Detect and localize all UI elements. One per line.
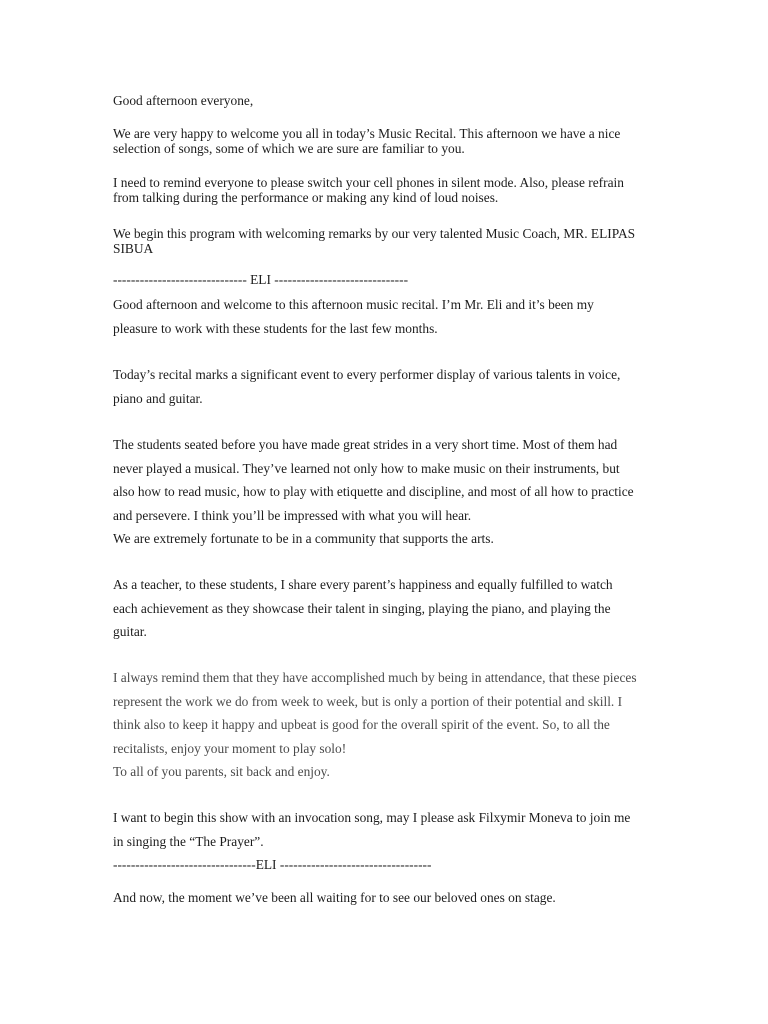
greeting-paragraph: Good afternoon everyone, (113, 93, 254, 108)
eli-divider-bottom: --------------------------------ELI ---------------------------------- (113, 857, 432, 872)
eli-teacher-paragraph: As a teacher, to these students, I share every parent’s happiness and equally fulfilled to watch each achievement as they showcase their talent in singing, playing the piano, and playing the guitar. (113, 577, 613, 639)
eli-intro-paragraph: Good afternoon and welcome to this afternoon music recital. I’m Mr. Eli and it’s been my pleasure to work with these students for the last few months. (113, 297, 594, 336)
welcome-paragraph: We are very happy to welcome you all in today’s Music Recital. This afternoon we have a nice selection of songs, some of which we are sure are familiar to you. (113, 126, 621, 156)
closing-paragraph: And now, the moment we’ve been all waiting for to see our beloved ones on stage. (113, 890, 556, 905)
eli-remind-paragraph: I always remind them that they have accomplished much by being in attendance, that these pieces represent the work we do from week to week, but is only a portion of their potential and skill. I think also to keep it happy and upbeat is good for the overall spirit of the event. So, to all the recitalists, enjoy your moment to play solo! To all of you parents, sit back and enjoy. (113, 670, 637, 779)
reminder-paragraph: I need to remind everyone to please switch your cell phones in silent mode. Also, please refrain from talking during the performance or making any kind of loud noises. (113, 175, 624, 205)
eli-significance-paragraph: Today’s recital marks a significant event to every performer display of various talents in voice, piano and guitar. (113, 367, 621, 406)
begin-program-paragraph: We begin this program with welcoming remarks by our very talented Music Coach, MR. ELIPAS SIBUA (113, 226, 636, 256)
eli-divider-top: ------------------------------ ELI ------------------------------ (113, 272, 409, 287)
eli-students-paragraph: The students seated before you have made great strides in a very short time. Most of them had never played a musical. They’ve learned not only how to make music on their instruments, but also how to read music, how to play with etiquette and discipline, and most of all how to practice and persevere. I think you’ll be impressed with what you will hear. We are extremely fortunate to be in a community that supports the arts. (113, 437, 634, 546)
eli-invocation-paragraph: I want to begin this show with an invocation song, may I please ask Filxymir Moneva to join me in singing the “The Prayer”. (113, 810, 631, 849)
